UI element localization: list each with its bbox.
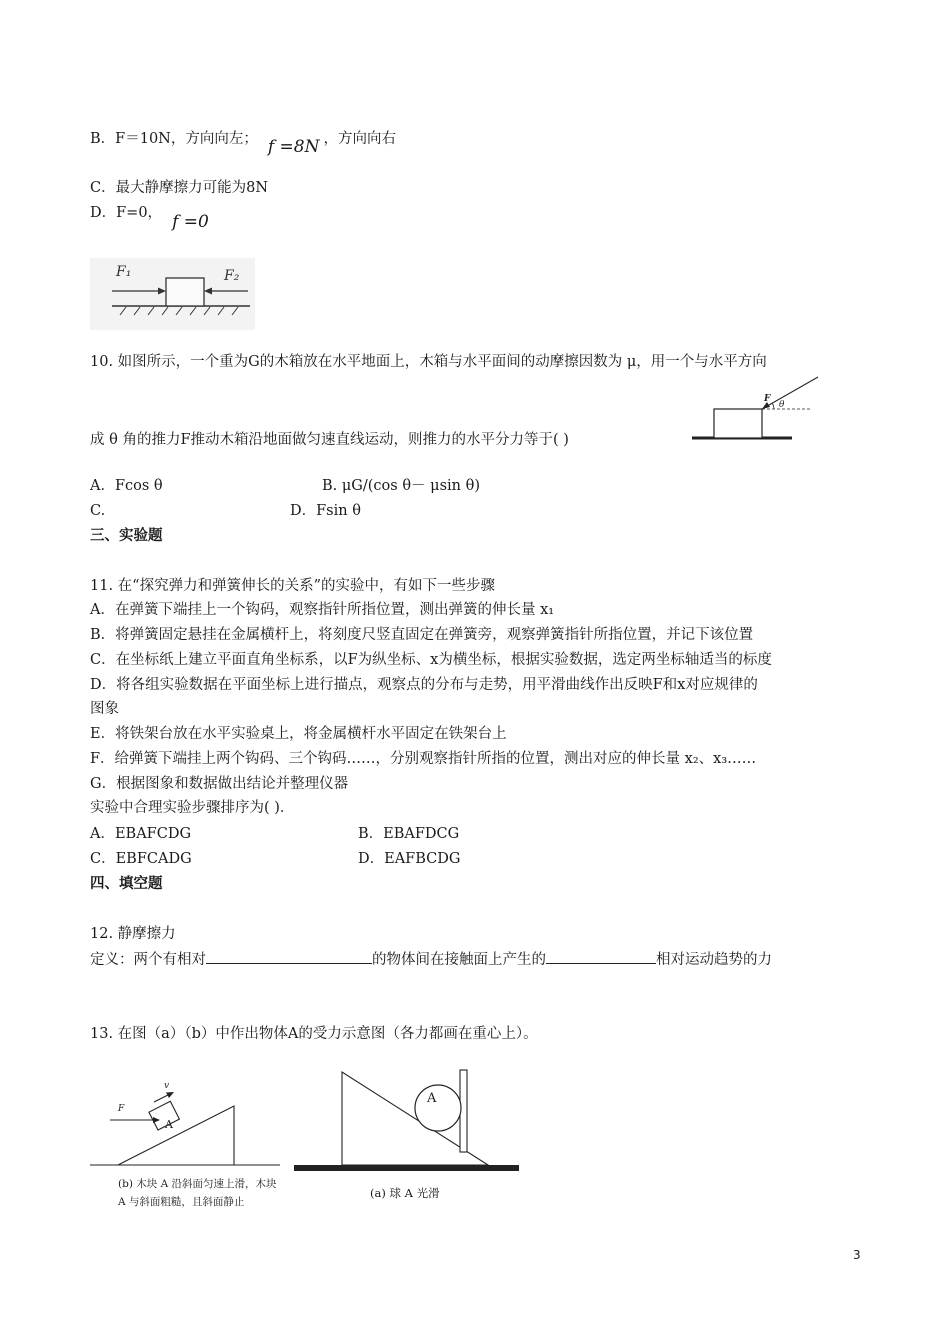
q12-blank-2[interactable] — [546, 949, 656, 964]
q11-step-c: C．在坐标纸上建立平面直角坐标系，以F为纵坐标、x为横坐标，根据实验数据，选定两坐标轴适当的标度 — [90, 652, 772, 668]
figb-label-v: v — [164, 1081, 170, 1091]
q11-option-d: D．EAFBCDG — [358, 851, 461, 867]
q12-definition-part3: 相对运动趋势的力 — [656, 952, 772, 968]
q10-stem-line2: 成 θ 角的推力F推动木箱沿地面做匀速直线运动，则推力的水平分力等于( ) — [90, 432, 569, 448]
q13-stem: 13. 在图（a）（b）中作出物体A的受力示意图（各力都画在重心上）。 — [90, 1026, 538, 1042]
q9-option-b-text: B．F＝10N，方向向左； — [90, 131, 258, 147]
q11-step-g: G．根据图象和数据做出结论并整理仪器 — [90, 776, 349, 792]
q11-option-a: A．EBAFCDG — [90, 826, 192, 842]
q10-box — [714, 409, 762, 438]
q11-step-d-line2: 图象 — [90, 701, 119, 717]
q11-option-c: C．EBFCADG — [90, 851, 192, 867]
q10-angle-arc — [773, 404, 775, 410]
q9-option-c: C．最大静摩擦力可能为8N — [90, 180, 269, 196]
q10-stem-line1: 10. 如图所示，一个重为G的木箱放在水平地面上，木箱与水平面间的动摩擦因数为 μ，用一个与水平方向 — [90, 354, 767, 370]
q9-label-f2: F₂ — [224, 268, 240, 284]
q9-option-b — [90, 128, 396, 157]
q10-force-line — [762, 377, 818, 409]
q11-step-a: A．在弹簧下端挂上一个钩码，观察指针所指位置，测出弹簧的伸长量 x₁ — [90, 602, 555, 618]
q13-figure-a — [292, 1068, 522, 1178]
figb-caption-line2: A 与斜面粗糙，且斜面静止 — [118, 1196, 245, 1208]
page-number: 3 — [853, 1248, 861, 1262]
figa-ground-bar — [294, 1165, 519, 1171]
q10-label-f: F — [764, 394, 771, 404]
figa-ball-a — [415, 1085, 461, 1131]
q10-label-theta: θ — [779, 400, 785, 410]
figb-label-f: F — [118, 1104, 125, 1114]
q10-option-b: B. μG/(cos θ－ μsin θ) — [322, 478, 480, 494]
q10-option-d: D．Fsin θ — [290, 503, 361, 519]
figb-label-a: A — [165, 1118, 173, 1131]
q11-option-b: B．EBAFDCG — [358, 826, 460, 842]
q12-definition-part1: 定义：两个有相对 — [90, 952, 206, 968]
q10-option-c: C. — [90, 503, 106, 519]
q12-blank-1[interactable] — [206, 949, 372, 964]
figa-caption: (a) 球 A 光滑 — [370, 1186, 440, 1200]
q12-definition-part2: 的物体间在接触面上产生的 — [372, 952, 546, 968]
q11-step-e: E．将铁架台放在水平实验桌上，将金属横杆水平固定在铁架台上 — [90, 726, 507, 742]
section-3-heading: 三、实验题 — [90, 528, 163, 544]
q11-question: 实验中合理实验步骤排序为( )． — [90, 800, 295, 816]
q11-stem: 11. 在“探究弹力和弹簧伸长的关系”的实验中，有如下一些步骤 — [90, 578, 495, 594]
q11-step-b: B．将弹簧固定悬挂在金属横杆上，将刻度尺竖直固定在弹簧旁，观察弹簧指针所指位置，并记下该位置 — [90, 627, 754, 643]
figb-caption-line1: (b) 木块 A 沿斜面匀速上滑，木块 — [118, 1178, 277, 1190]
q9-option-d-formula: f =0 — [172, 212, 209, 232]
section-4-heading: 四、填空题 — [90, 876, 163, 892]
q9-figure — [90, 258, 255, 330]
figa-label-a: A — [427, 1091, 437, 1106]
q9-label-f1: F₁ — [116, 264, 132, 280]
q11-step-d-line1: D．将各组实验数据在平面坐标上进行描点，观察点的分布与走势，用平滑曲线作出反映F和x对应规律的 — [90, 677, 758, 693]
q10-option-a: A．Fcos θ — [90, 478, 163, 494]
q13-figure-b — [88, 1078, 288, 1168]
q9-option-d-text: D．F=0， — [90, 205, 163, 221]
q11-step-f: F．给弹簧下端挂上两个钩码、三个钩码……，分别观察指针所指的位置，测出对应的伸长量 x₂、x₃…… — [90, 751, 757, 767]
q12-title: 12. 静摩擦力 — [90, 926, 176, 942]
q10-figure — [690, 374, 825, 444]
q9-block — [166, 278, 204, 306]
q9-option-b-direction: ，方向向右 — [323, 131, 396, 147]
q9-option-d — [90, 202, 209, 232]
q12-definition — [90, 949, 772, 970]
q9-option-b-formula: f =8N — [267, 137, 320, 157]
